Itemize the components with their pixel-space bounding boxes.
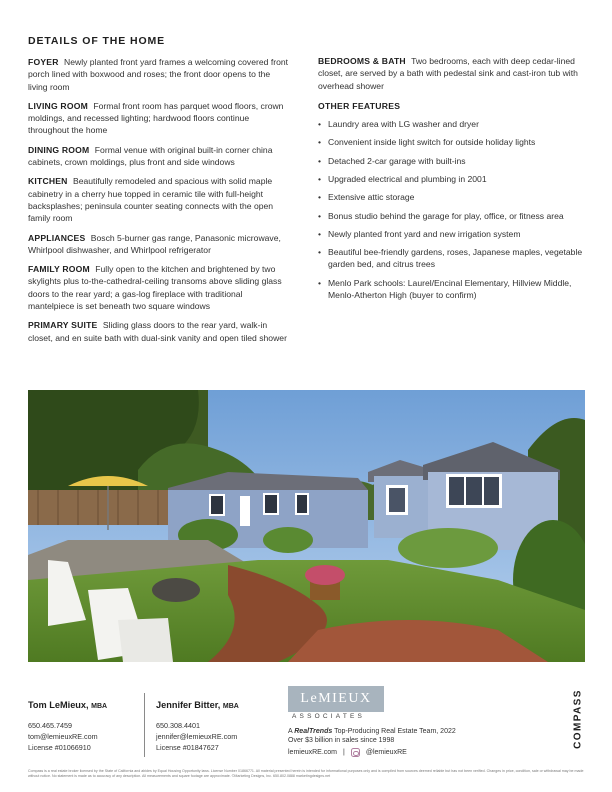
- left-column: [28, 56, 290, 351]
- agent-card-2: [156, 700, 286, 754]
- feature-item: • Laundry area with LG washer and dryer: [318, 118, 586, 130]
- compass-brand: [568, 686, 588, 752]
- detail-heading: DINING ROOM: [28, 144, 90, 155]
- feature-item: • Detached 2-car garage with built-ins: [318, 155, 586, 167]
- agent-email[interactable]: jennifer@lemieuxRE.com: [156, 732, 238, 742]
- team-info: [288, 727, 488, 746]
- feature-item: • Bonus studio behind the garage for play, office, or fitness area: [318, 210, 586, 222]
- website-link[interactable]: lemieuxRE.com: [288, 749, 338, 756]
- detail-heading: FOYER: [28, 57, 59, 67]
- detail-text: Bosch 5-burner gas range, Panasonic microwave, Whirlpool dishwasher, and Whirlpool refrigerator: [28, 232, 281, 255]
- agent-divider: [144, 693, 145, 757]
- feature-item: • Convenient inside light switch for outside holiday lights: [318, 136, 586, 148]
- separator: |: [343, 749, 345, 756]
- detail-paragraph: [28, 232, 290, 257]
- lemieux-logo: [288, 686, 384, 712]
- detail-paragraph: [28, 319, 290, 344]
- detail-paragraph: [28, 100, 290, 137]
- feature-item: • Extensive attic storage: [318, 191, 586, 203]
- bed-bath-heading: BEDROOMS & BATH: [318, 56, 406, 66]
- team-award: A RealTrends Top-Producing Real Estate Team, 2022: [288, 728, 456, 735]
- agent-license: License #01066910: [28, 743, 91, 753]
- instagram-icon: [351, 748, 360, 757]
- detail-text: Formal front room has parquet wood floors, crown moldings, and recessed lighting; hardwood floors continue throughout the home: [28, 100, 284, 136]
- detail-heading: KITCHEN: [28, 176, 68, 187]
- agent-license: License #01847627: [156, 743, 219, 753]
- logo-word: LeMIEUX: [300, 691, 372, 706]
- detail-text: Newly planted front yard frames a welcoming covered front porch lined with boxwood and roses; the front door opens to the living room: [28, 57, 289, 92]
- detail-text: Beautifully remodeled and spacious with solid maple cabinetry in a cherry hue topped in ceramic tile with full-height backsplashes; peninsula counter seating connects with the open family room: [28, 176, 274, 224]
- bed-bath-text: Two bedrooms, each with deep cedar-lined closet, are served by a bath with pedestal sink and cast-iron tub with overhead shower: [318, 56, 578, 91]
- feature-item: • Beautiful bee-friendly gardens, roses, Japanese maples, vegetable garden bed, and citrus trees: [318, 246, 586, 270]
- detail-paragraph: [28, 56, 290, 93]
- agent-card-1: [28, 700, 148, 754]
- agent-name: Jennifer Bitter, MBA: [156, 700, 239, 710]
- detail-heading: LIVING ROOM: [28, 100, 88, 111]
- detail-paragraph: [28, 263, 290, 312]
- detail-text: Sliding glass doors to the rear yard, walk-in closet, and en suite bath with dual-sink vanity and open tiled shower: [28, 320, 287, 343]
- agent-name: Tom LeMieux, MBA: [28, 700, 108, 710]
- feature-item: • Newly planted front yard and new irrigation system: [318, 228, 586, 240]
- features-list: [318, 118, 586, 301]
- feature-item: • Upgraded electrical and plumbing in 2001: [318, 173, 586, 185]
- compass-wordmark: COMPASS: [572, 689, 584, 749]
- feature-item: • Menlo Park schools: Laurel/Encinal Elementary, Hillview Middle, Menlo-Atherton High (buyer to confirm): [318, 277, 586, 301]
- right-column: [318, 55, 586, 307]
- other-features-heading: OTHER FEATURES: [318, 100, 401, 111]
- agent-phone[interactable]: 650.465.7459: [28, 721, 72, 730]
- detail-heading: APPLIANCES: [28, 232, 86, 243]
- agent-email[interactable]: tom@lemieuxRE.com: [28, 732, 98, 742]
- detail-heading: FAMILY ROOM: [28, 264, 90, 275]
- team-contact: [288, 748, 407, 757]
- instagram-handle[interactable]: @lemieuxRE: [365, 749, 407, 756]
- house-photo: [28, 390, 585, 662]
- page-title: DETAILS OF THE HOME: [28, 35, 166, 47]
- legal-disclaimer: Compass is a real estate broker licensed by the State of California and abides by Equal Housing Opportunity laws. License Number 01866771. All material presented herein is intended for informational purposes only and is compiled from sources deemed reliable but has not been verified. Changes in price, condition, sale or withdrawal may be made without notice. No statement is made as to accuracy of any description. All measurements and square footage are approximate. ©Marketing Designs, Inc. 650.802.0888 marketingdesigns.net: [28, 769, 584, 779]
- detail-text: Fully open to the kitchen and brightened by two skylights plus to-the-cathedral-ceiling transoms above sliding glass doors to the rear yard; a gas-log fireplace with traditional mantelpiece is set beneath two square windows: [28, 264, 282, 312]
- team-sales: Over $3 billion in sales since 1998: [288, 737, 395, 745]
- detail-paragraph: [28, 144, 290, 169]
- detail-paragraph: [28, 175, 290, 224]
- detail-heading: PRIMARY SUITE: [28, 320, 98, 331]
- bed-bath-paragraph: [318, 55, 586, 92]
- agent-phone[interactable]: 650.308.4401: [156, 721, 200, 730]
- detail-text: Formal venue with original built-in corner china cabinets, crown moldings, plus front and side windows: [28, 144, 273, 168]
- logo-subtitle: ASSOCIATES: [292, 713, 366, 720]
